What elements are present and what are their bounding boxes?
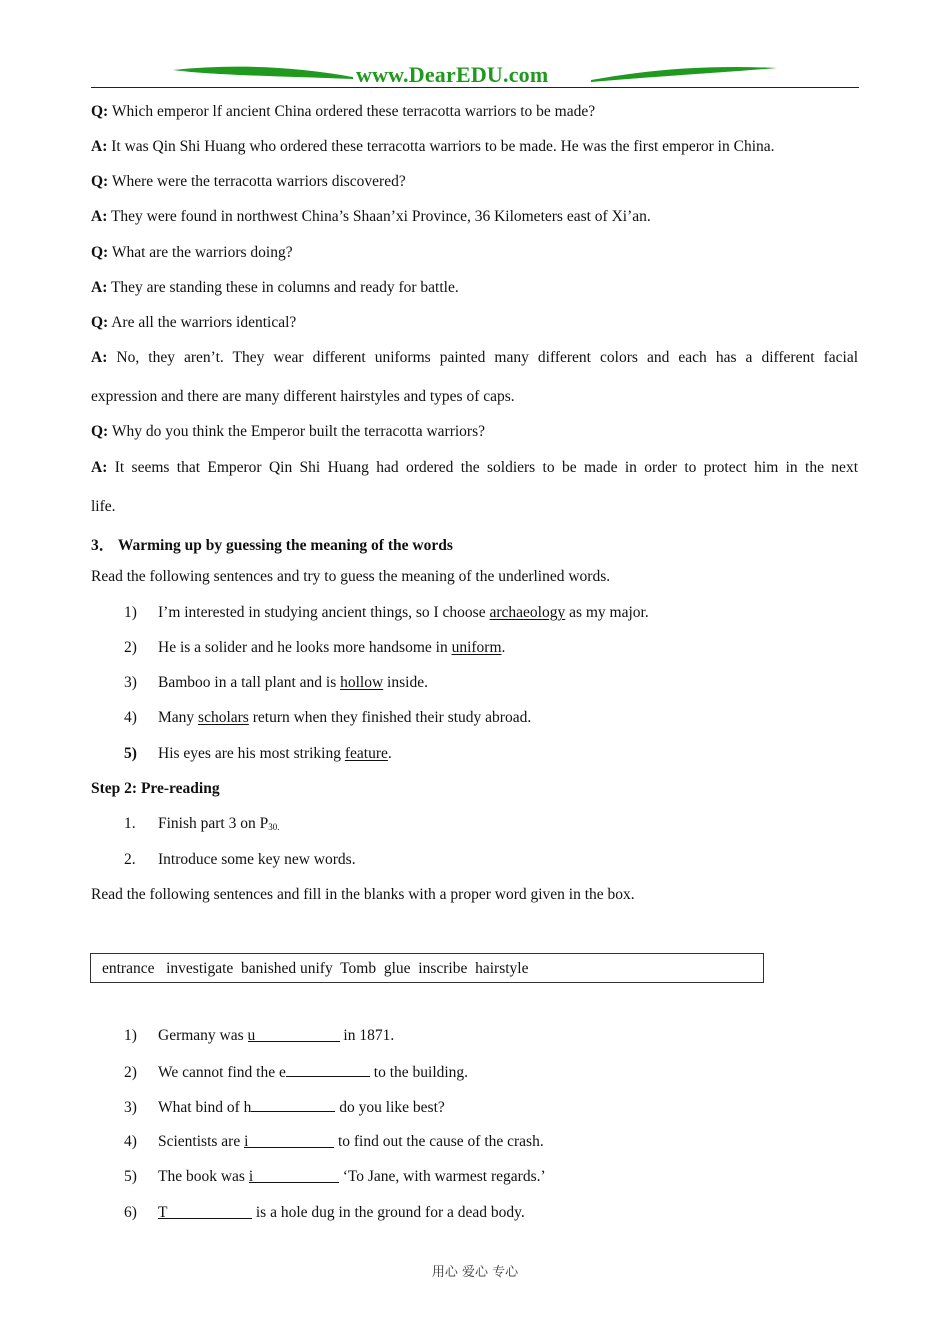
blank-field[interactable] [251,1097,335,1112]
qa-line: A: They were found in northwest China’s Shaan’xi Province, 36 Kilometers east of Xi’an. [91,208,651,225]
blank-field[interactable]: T [158,1204,252,1219]
qa-line: Q: What are the warriors doing? [91,244,293,261]
header-rule [91,87,859,89]
fill-blank-item: 5) The book was i ‘To Jane, with warmest regards.’ [124,1168,546,1185]
blank-field[interactable]: u [248,1027,340,1042]
fill-blank-item: 1) Germany was u in 1871. [124,1027,395,1044]
list-item: 4) Many scholars return when they finished their study abroad. [124,709,532,726]
list-item: 2) He is a solider and he looks more handsome in uniform. [124,639,506,656]
qa-line: Q: Why do you think the Emperor built the terracotta warriors? [91,423,485,440]
section-instruction: Read the following sentences and try to guess the meaning of the underlined words. [91,568,611,585]
qa-line: A: It was Qin Shi Huang who ordered these terracotta warriors to be made. He was the first emperor in China. [91,138,775,155]
fill-blank-item: 2) We cannot find the e to the building. [124,1064,469,1081]
blank-field[interactable]: i [244,1133,334,1148]
step-instruction: Read the following sentences and fill in the blanks with a proper word given in the box. [91,886,635,903]
section-heading: 3． Warming up by guessing the meaning of the words [91,537,453,554]
list-item: 3) Bamboo in a tall plant and is hollow inside. [124,674,428,691]
qa-line: A: No, they aren’t. They wear different uniforms painted many different colors and each has a different facial [91,349,858,366]
underlined-word: archaeology [489,604,566,621]
qa-line: Q: Which emperor lf ancient China ordered these terracotta warriors to be made? [91,103,596,120]
page-header [91,60,859,88]
fill-blank-item: 6) T is a hole dug in the ground for a dead body. [124,1204,525,1221]
underlined-word: scholars [198,709,249,726]
word-box: entrance investigate banished unify Tomb glue inscribe hairstyle [90,953,764,983]
list-item: 5) His eyes are his most striking feature. [124,745,392,762]
step-heading: Step 2: Pre-reading [91,780,220,797]
fill-blank-item: 3) What bind of h do you like best? [124,1099,445,1116]
qa-line-continued: expression and there are many different hairstyles and types of caps. [91,388,515,405]
blank-field[interactable]: i [249,1168,339,1183]
list-item: 2. Introduce some key new words. [124,851,356,868]
site-logo: www.DearEDU.com [356,62,549,87]
qa-line: Q: Are all the warriors identical? [91,314,297,331]
list-item: 1) I’m interested in studying ancient things, so I choose archaeology as my major. [124,604,649,621]
qa-line: A: It seems that Emperor Qin Shi Huang had ordered the soldiers to be made in order to protect him in the next [91,459,858,476]
underlined-word: uniform [451,639,502,656]
list-item: 1. Finish part 3 on $P_{30.}$ [124,815,280,832]
qa-line: Q: Where were the terracotta warriors discovered? [91,173,406,190]
fill-blank-item: 4) Scientists are i to find out the cause of the crash. [124,1133,544,1150]
qa-line: A: They are standing these in columns and ready for battle. [91,279,459,296]
qa-line-continued: life. [91,498,116,515]
page-footer: 用心 爱心 专心 [431,1265,519,1280]
underlined-word: hollow [340,674,384,691]
underlined-word: feature [344,745,388,762]
blank-field[interactable] [286,1062,370,1077]
